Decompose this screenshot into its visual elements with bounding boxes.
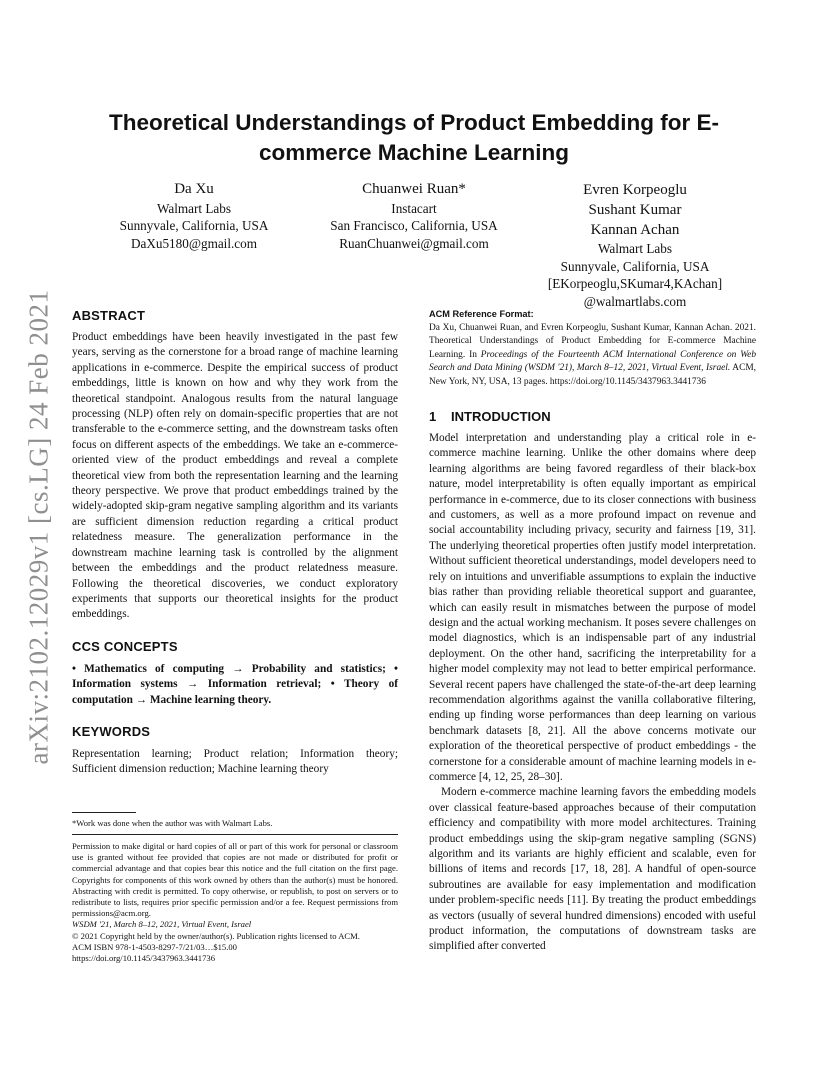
author-affiliation: Walmart Labs [597,241,672,256]
author-block-2 [314,180,514,252]
intro-paragraph: Model interpretation and understanding play a critical role in e-commerce machine learning. Unlike the other domains where deep learning algorithms are being favored regardless of their black-box nature, model interpretability is often equally important as empirical performance in e-commerce, due to its closer connections with business and customers, as well as a more profound impact on revenue and social accountability including privacy, security and fairness [19, 31]. The underlying theoretical properties often justify model interpretation. Without sufficient theoretical understandings, model developers need to rely on intuitions and unverifiable assumptions to explain the inductive bias rather than providing reliable theoretical support and guarantee, which can easily result in mismatches between the purpose of model design and the actual working mechanism. It poses severe challenges on model diagnostics, which is an indispensable part of any industrial deployment. On the other hand, sacrificing the interpretability for a higher model complexity may not lead to better empirical performance. Several recent papers have challenged the state-of-the-art deep learning recommendation algorithms against the vanilla collaborative filtering, ending up finding worse performances than deep learning on various benchmark datasets [8, 21]. All the above concerns motivate our exploration of the theoretical perspective of product embeddings - the cornerstone for a considerable amount of machine learning models in e-commerce [4, 12, 25, 28–30]. [429,432,756,783]
introduction-heading [429,409,756,425]
footnote-divider [72,812,136,813]
author-block-1 [100,180,288,252]
ccs-item: • Mathematics of computing → Probability and statistics; [72,662,386,675]
acm-reference-text [429,322,756,389]
ccs-item: • Theory of computation → Machine learning theory. [72,678,399,706]
section-title: INTRODUCTION [451,409,551,425]
permission-text: Permission to make digital or hard copies of all or part of this work for personal or classroom use is granted without fee provided that copies are not made or distributed for profit or commercial advantage and that copies bear this notice and the full citation on the first page. Copyrights for components of this work owned by others than the author(s) must be honored. Abstracting with credit is permitted. To copy otherwise, or republish, to post on servers or to redistribute to lists, requires prior specific permission and/or a fee. Request permissions from permissions@acm.org. [72,841,398,919]
author-name: Kannan Achan [590,222,680,238]
keywords-text: Representation learning; Product relation; Information theory; Sufficient dimension reduction; Machine learning theory [72,747,398,776]
author-name: Sushant Kumar [588,202,682,218]
keywords-heading: KEYWORDS [72,723,151,739]
ccs-item: • Information systems → Information retrieval; [72,662,398,691]
ccs-heading: CCS CONCEPTS [72,638,178,654]
author-location: San Francisco, California, USA [330,218,498,233]
doi-link[interactable]: https://doi.org/10.1145/3437963.3441736 [72,953,215,964]
right-column [429,308,756,955]
author-email[interactable]: [EKorpeoglu,SKumar4,KAchan] [547,276,723,291]
venue-line: WSDM '21, March 8–12, 2021, Virtual Event, Israel [72,919,252,930]
ccs-concepts [72,662,398,708]
copyright-line: © 2021 Copyright held by the owner/author(s). Publication rights licensed to ACM. [72,930,360,941]
author-email-domain[interactable]: @walmartlabs.com [583,293,687,309]
author-affiliation: Walmart Labs [156,200,231,216]
abstract-heading: ABSTRACT [72,308,146,323]
author-location: Sunnyvale, California, USA [119,218,269,233]
acm-reference-proceedings: Proceedings of the Fourteenth ACM International Conference on Web Search and Data Mining (WSDM '21), March 8–12, 2021, Virtual Event, Israel. [429,349,757,374]
author-email[interactable]: RuanChuanwei@gmail.com [339,235,489,251]
author-block-3 [530,180,740,310]
abstract-text: Product embeddings have been heavily investigated in the past few years, serving as the cornerstone for a broad range of machine learning applications in e-commerce. Despite the empirical success of product embeddings, little is known on how and why they work from the theoretical standpoint. Analogous results from the natural language processing (NLP) often rely on domain-specific properties that are not transferable to the e-commerce setting, and the downstream tasks often focus on different aspects of the embeddings. We take an e-commerce-oriented view of the product embeddings and reveal a complete theoretical view from both the representation learning and the learning theory perspective. We prove that product embeddings trained by the widely-adopted skip-gram negative sampling algorithm and its variants are sufficient dimension reduction regarding a critical product relatedness measure. The generalization performance in the downstream machine learning task is controlled by the alignment between the embeddings and the product relatedness measure. Following the theoretical discoveries, we conduct exploratory experiments that supports our theoretical insights for the product embeddings. [72,331,398,621]
author-email[interactable]: DaXu5180@gmail.com [130,235,258,251]
author-affiliation: Instacart [391,200,437,216]
author-name: Chuanwei Ruan* [362,181,466,197]
acm-reference-heading: ACM Reference Format: [429,309,534,319]
left-column [72,308,398,829]
author-name: Da Xu [174,181,214,197]
acm-reference-authors: Da Xu, Chuanwei Ruan, and Evren Korpeoglu, Sushant Kumar, Kannan Achan. 2021. Theoretical Understandings of Product Embedding for E-commerce Machine Learning. In [429,323,756,360]
author-location: Sunnyvale, California, USA [560,258,710,274]
section-number: 1 [429,409,437,425]
isbn-line: ACM ISBN 978-1-4503-8297-7/21/03…$15.00 [72,941,237,952]
permission-block [72,834,398,964]
intro-paragraph: Modern e-commerce machine learning favors the embedding models over classical feature-based approaches because of their computation efficiency and compatibility with more model architectures. Training product embeddings using the skip-gram negative sampling (SGNS) algorithm and its variants are highly efficient and scalable, even for billions of items and records [17, 18, 28]. A handful of open-source subroutines are available for easy implementation and modification under problem-specific needs [11]. By treating the product embeddings as vectors (usually of several hundred dimensions) encoded with useful product information, the computations of downstream tasks are simplified after converted [429,786,756,953]
author-name: Evren Korpeoglu [583,182,687,198]
acm-reference-publisher[interactable]: ACM, New York, NY, USA, 13 pages. https://doi.org/10.1145/3437963.3441736 [429,363,756,387]
author-footnote: *Work was done when the author was with Walmart Labs. [72,817,273,828]
arxiv-stamp [18,289,60,765]
arxiv-stamp-text[interactable]: arXiv:2102.12029v1 [cs.LG] 24 Feb 2021 [23,289,54,765]
paper-title: Theoretical Understandings of Product Embedding for E-commerce Machine Learning [108,110,720,165]
